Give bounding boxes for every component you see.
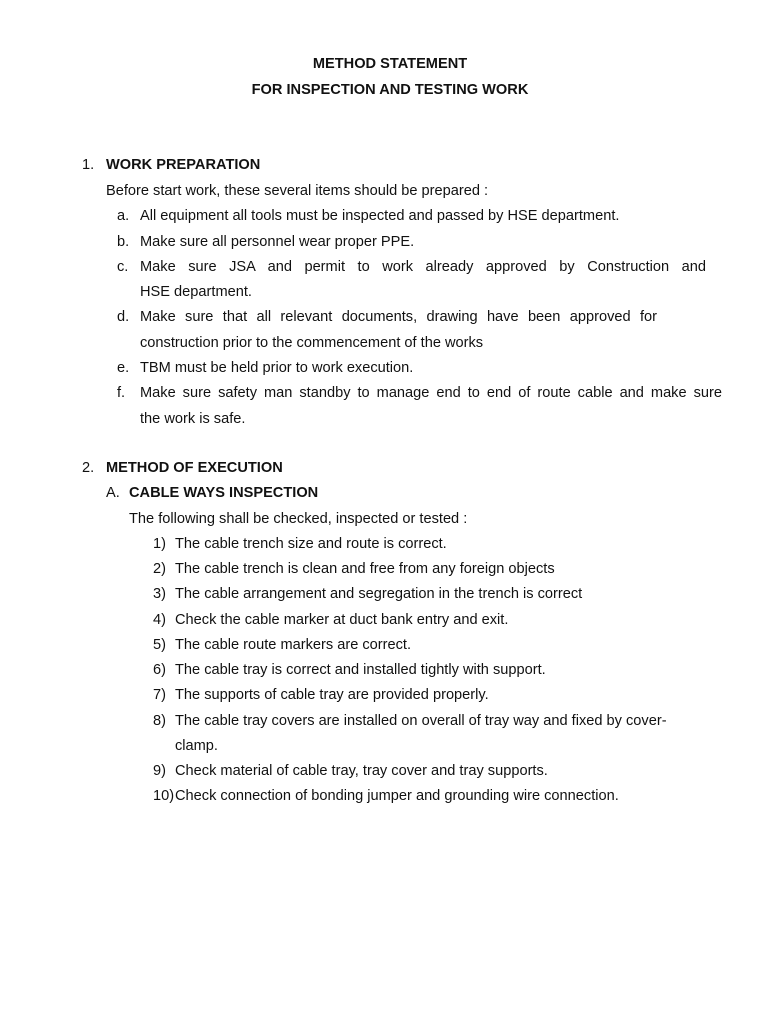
list-item-text: The cable trench size and route is correct. — [175, 536, 447, 552]
list-marker: 7) — [153, 687, 166, 703]
document-subtitle: FOR INSPECTION AND TESTING WORK — [251, 82, 529, 98]
list-marker: 8) — [153, 713, 166, 729]
list-marker: c. — [117, 259, 129, 275]
section-number: 1. — [82, 157, 95, 173]
list-item-text: Check the cable marker at duct bank entry and exit. — [175, 612, 509, 628]
list-marker: a. — [117, 208, 130, 224]
list-item-text: The cable trench is clean and free from any foreign objects — [175, 561, 555, 577]
list-item-text: clamp. — [175, 738, 218, 754]
section-intro: Before start work, these several items should be prepared : — [106, 183, 489, 199]
list-item-text: The supports of cable tray are provided properly. — [175, 687, 489, 703]
list-marker: 6) — [153, 662, 166, 678]
list-marker: d. — [117, 309, 130, 325]
list-item-text: the work is safe. — [140, 411, 246, 427]
list-marker: 10) — [153, 788, 175, 804]
section-heading: WORK PREPARATION — [106, 157, 261, 173]
list-marker: b. — [117, 234, 130, 250]
list-item-text: TBM must be held prior to work execution. — [140, 360, 414, 376]
list-item-text: HSE department. — [140, 284, 252, 300]
list-item-text: The cable tray is correct and installed tightly with support. — [175, 662, 546, 678]
subsection-marker: A. — [106, 485, 120, 501]
list-marker: 3) — [153, 586, 166, 602]
list-marker: 9) — [153, 763, 166, 779]
list-item-text: construction prior to the commencement of the works — [140, 335, 484, 351]
list-item-text: Make sure safety man standby to manage end to end of route cable and make sure — [140, 385, 722, 401]
section-number: 2. — [82, 460, 95, 476]
list-item-text: Make sure JSA and permit to work already approved by Construction and — [140, 259, 706, 275]
subsection-heading: CABLE WAYS INSPECTION — [129, 485, 319, 501]
list-item-text: Make sure that all relevant documents, drawing have been approved for — [140, 309, 657, 325]
list-marker: 4) — [153, 612, 166, 628]
list-item-text: All equipment all tools must be inspected and passed by HSE department. — [140, 208, 620, 224]
subsection-intro: The following shall be checked, inspected or tested : — [129, 511, 468, 527]
list-item-text: The cable route markers are correct. — [175, 637, 412, 653]
list-marker: 1) — [153, 536, 166, 552]
list-item-text: Make sure all personnel wear proper PPE. — [140, 234, 415, 250]
list-item-text: The cable tray covers are installed on overall of tray way and fixed by cover- — [175, 713, 667, 729]
list-item-text: The cable arrangement and segregation in the trench is correct — [175, 586, 583, 602]
document-title: METHOD STATEMENT — [312, 56, 468, 72]
section-heading: METHOD OF EXECUTION — [106, 460, 283, 476]
list-marker: 5) — [153, 637, 166, 653]
list-marker: e. — [117, 360, 130, 376]
list-item-text: Check connection of bonding jumper and grounding wire connection. — [175, 788, 619, 804]
list-item-text: Check material of cable tray, tray cover and tray supports. — [175, 763, 548, 779]
list-marker: 2) — [153, 561, 166, 577]
list-marker: f. — [117, 385, 126, 401]
